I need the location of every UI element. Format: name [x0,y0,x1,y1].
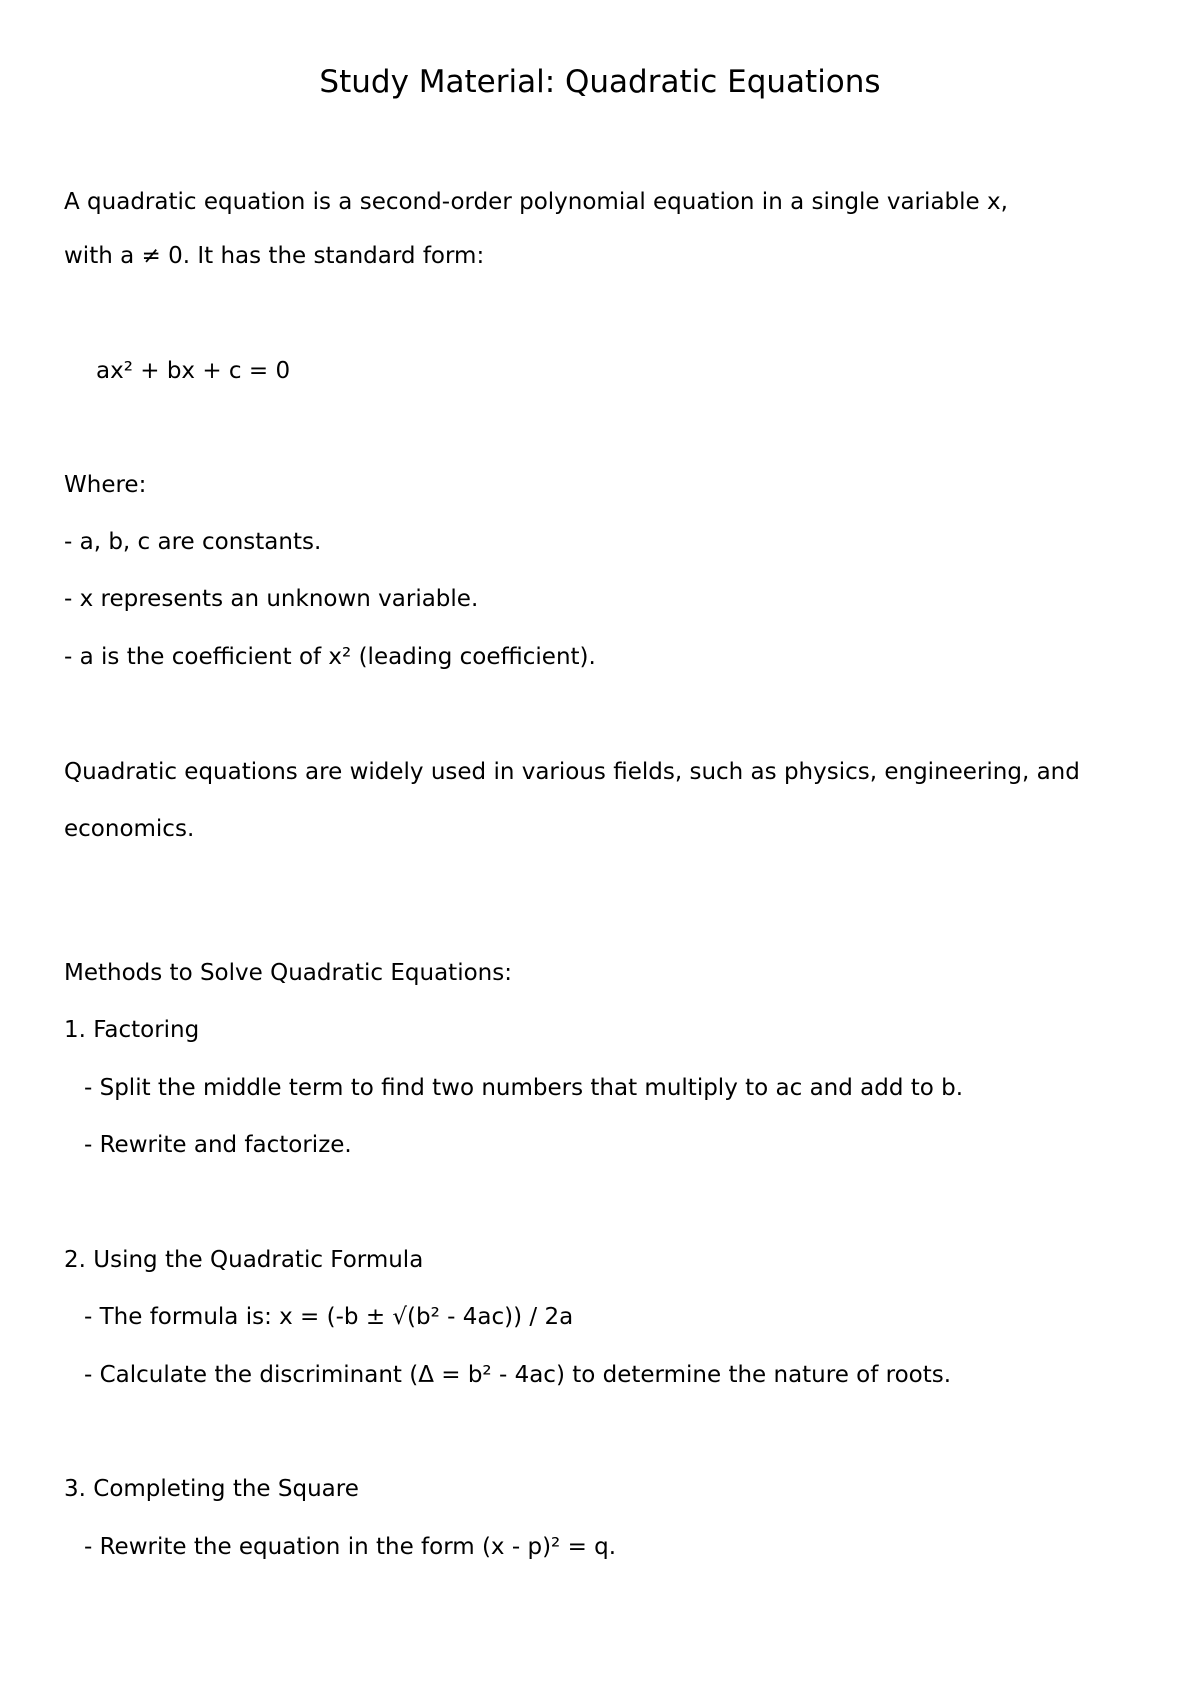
where-heading: Where: [64,472,147,498]
method-square-point-1: - Rewrite the equation in the form (x - p)² = q. [84,1534,617,1560]
method-formula-title: 2. Using the Quadratic Formula [64,1247,424,1273]
standard-form-equation: ax² + bx + c = 0 [96,358,291,384]
method-factoring-title: 1. Factoring [64,1017,200,1043]
intro-line-1: A quadratic equation is a second-order polynomial equation in a single variable x, [64,189,1008,215]
methods-heading: Methods to Solve Quadratic Equations: [64,960,512,986]
document-title: Study Material: Quadratic Equations [319,64,881,100]
applications-line-2: economics. [64,816,195,842]
method-formula-point-2: - Calculate the discriminant (Δ = b² - 4ac) to determine the nature of roots. [84,1362,952,1388]
method-factoring-point-1: - Split the middle term to find two numbers that multiply to ac and add to b. [84,1075,964,1101]
method-formula-point-1: - The formula is: x = (-b ± √(b² - 4ac)) / 2a [84,1304,574,1330]
intro-line-2: with a ≠ 0. It has the standard form: [64,243,485,269]
where-item-variable: - x represents an unknown variable. [64,586,479,612]
method-square-title: 3. Completing the Square [64,1476,359,1502]
where-item-coefficient: - a is the coefficient of x² (leading coefficient). [64,644,596,670]
applications-line-1: Quadratic equations are widely used in various fields, such as physics, engineering, and [64,759,1080,785]
method-factoring-point-2: - Rewrite and factorize. [84,1132,352,1158]
where-item-constants: - a, b, c are constants. [64,529,322,555]
